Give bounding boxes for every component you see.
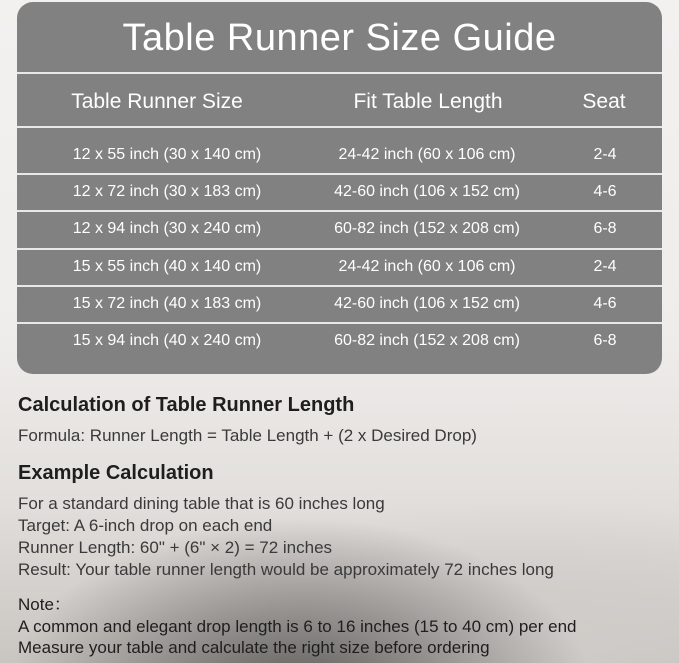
cell-size: 12 x 72 inch (30 x 183 cm) <box>72 182 262 200</box>
table-row <box>17 286 662 321</box>
cell-size: 15 x 55 inch (40 x 140 cm) <box>72 257 262 275</box>
example-line: Target: A 6-inch drop on each end <box>18 516 273 535</box>
header-seat: Seat <box>582 89 626 113</box>
cell-seat: 6-8 <box>593 219 617 237</box>
cell-fit: 60-82 inch (152 x 208 cm) <box>334 331 520 349</box>
example-line: For a standard dining table that is 60 inches long <box>18 494 385 513</box>
header-runner-size: Table Runner Size <box>71 89 243 113</box>
cell-seat: 4-6 <box>593 294 617 312</box>
cell-fit: 60-82 inch (152 x 208 cm) <box>334 219 520 237</box>
example-line: Runner Length: 60" + (6" × 2) = 72 inches <box>18 538 333 557</box>
table-row <box>17 174 662 209</box>
cell-seat: 4-6 <box>593 182 617 200</box>
cell-fit: 42-60 inch (106 x 152 cm) <box>334 182 520 200</box>
cell-fit: 42-60 inch (106 x 152 cm) <box>334 294 520 312</box>
table-row <box>17 211 662 246</box>
header-fit-length: Fit Table Length <box>353 89 503 113</box>
note-line: A common and elegant drop length is 6 to 16 inches (15 to 40 cm) per end <box>18 617 577 636</box>
formula-text: Formula: Runner Length = Table Length + (2 x Desired Drop) <box>18 426 477 445</box>
calculation-heading: Calculation of Table Runner Length <box>18 394 355 416</box>
note-line: Measure your table and calculate the right size before ordering <box>18 638 490 657</box>
table-row <box>17 137 662 172</box>
table-row <box>17 249 662 284</box>
cell-size: 12 x 94 inch (30 x 240 cm) <box>72 219 262 237</box>
cell-fit: 24-42 inch (60 x 106 cm) <box>338 257 516 275</box>
cell-size: 15 x 94 inch (40 x 240 cm) <box>72 331 262 349</box>
example-heading: Example Calculation <box>18 462 214 484</box>
divider <box>17 72 662 74</box>
guide-title: Table Runner Size Guide <box>122 16 557 59</box>
cell-fit: 24-42 inch (60 x 106 cm) <box>338 145 516 163</box>
divider <box>17 126 662 128</box>
cell-size: 12 x 55 inch (30 x 140 cm) <box>72 145 262 163</box>
cell-seat: 2-4 <box>593 145 617 163</box>
table-row <box>17 323 662 358</box>
table-header <box>17 76 662 127</box>
cell-seat: 2-4 <box>593 257 617 275</box>
cell-size: 15 x 72 inch (40 x 183 cm) <box>72 294 262 312</box>
cell-seat: 6-8 <box>593 331 617 349</box>
note-label: Note： <box>18 595 71 614</box>
example-line: Result: Your table runner length would be approximately 72 inches long <box>18 560 554 579</box>
size-guide-panel <box>17 2 662 374</box>
